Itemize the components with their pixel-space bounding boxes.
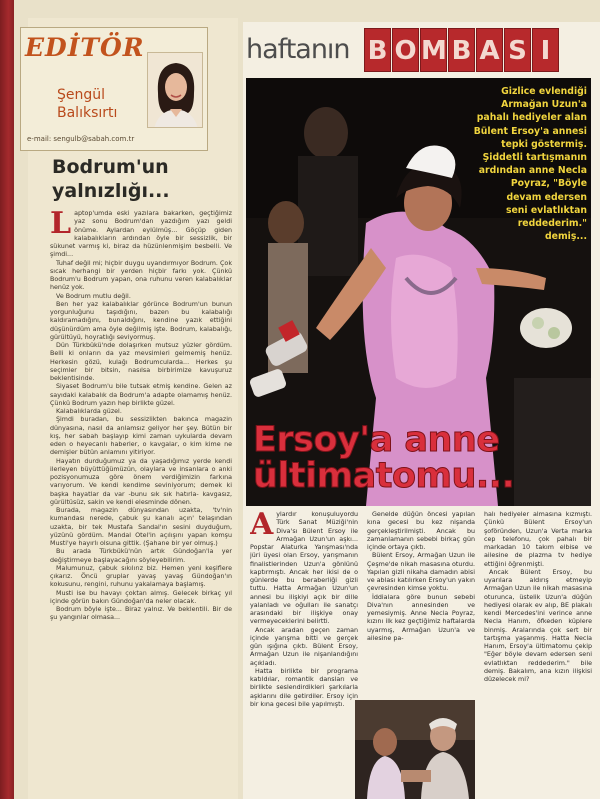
- section-letter: B: [448, 28, 475, 72]
- column-paragraph: Tuhaf değil mi; hiçbir duygu uyandırmıyor Bodrum. Çok sıcak herhangi bir yerden hiçbir farkı yok. Çünkü Bodrum'u Bodrum yapan, ona ruhunu veren kalabalıklar henüz yok.: [50, 259, 232, 292]
- column-paragraph: Siyaset Bodrum'u bile tutsak etmiş kendine. Gelen az sayıdaki kalabalık da Bodrum'a adapte olamamış henüz. Çünkü Bodrum yazın hep birlikte güzel.: [50, 383, 232, 407]
- column-paragraph: Bodrum böyle işte... Biraz yalnız. Ve beklentili. Bir de şu yangınlar olmasa...: [50, 606, 232, 622]
- column-title-line-2: yalnızlığı...: [52, 180, 170, 202]
- article-paragraph: halı hediyeler almasına kızmıştı. Çünkü Bülent Ersoy'un şoföründen, Uzun'a Verta marka cep telefonu, çok pahalı bir markadan 10 takım elbise ve ailesine de plazma tv hediye ettiğini öğrenmişti.: [484, 511, 592, 568]
- feature-headline-line-2: ültimatomu...: [253, 456, 515, 496]
- article-paragraph: ylardır konuşuluyordu Türk Sanat Müziği'nin Diva'sı Bülent Ersoy ile Armağan Uzun'un aşkı... Popstar Alaturka Yarışması'nda jüri üyesi olan Ersoy, yarışmanın finalistlerinden Uzun'a gönlünü kaptırmıştı. Ancak her ikisi de o günlerde bu beraberliği gizli tuttu. Hatta Armağan Uzun'un annesi bu ilişkiyi açık bir dille yalanladı ve oğulları ile sanatçı arasındaki bir ilişkiye onay vermeyeceklerini belirtti.: [250, 511, 358, 626]
- section-letter: A: [476, 28, 503, 72]
- column-paragraph: Malumunuz, çabuk sıkılırız biz. Hemen yeni keşiflere çıkarız. Öncü gruplar yavaş yavaş Gündoğan'ın kokusunu, rengini, ruhunu yakalamaya başlamış.: [50, 564, 232, 589]
- photo-caption-line: Gizlice evlendiği: [501, 86, 587, 97]
- column-title-line-1: Bodrum'un: [52, 156, 169, 178]
- photo-caption-line: Şiddetli tartışmanın: [482, 152, 587, 164]
- column-title: [52, 155, 232, 203]
- article-paragraph: Ancak Bülent Ersoy, bu uyarılara aldırış etmeyip Armağan Uzun ile nikah masasına oturunca, üstelik Uzun'a düğün hediyesi olarak ev alıp, BE plakalı kendi Mercedes'ini verince anne Necla Hanım, öfkeden küplere binmiş. Aralarında çok sert bir tartışma yaşanmış. Hatta Necla Hanım, Ersoy'a ültimatomu çekip "Eğer böyle devam edersen seni evlatlıktan reddederim." bile demiş. Bakalım, ana kızın ilişkisi düzelecek mi?: [484, 568, 592, 683]
- article-paragraph: Genelde düğün öncesi yapılan kına gecesi bu kez nişanda gerçekleştirilmişti. Ancak bu zamanlamanın sebebi birkaç gün içinde ortaya çıktı.: [367, 511, 475, 551]
- editor-title: EDİTÖR: [25, 33, 145, 62]
- photo-caption-line: pahalı hediyeler alan: [476, 112, 587, 124]
- article-paragraph: Bülent Ersoy, Armağan Uzun ile Çeşme'de nikah masasına oturdu. Yapılan gizli nikaha damadın abisi ve ablası katılırken Ersoy'un yakın çevresinden kimse yoktu.: [367, 552, 475, 593]
- section-letter: I: [532, 28, 559, 72]
- photo-caption-line: demiş...: [545, 231, 587, 243]
- photo-caption-line: ardından anne Necla: [478, 165, 587, 177]
- section-header-prefix: haftanın: [246, 34, 350, 65]
- article-column-3: [484, 511, 592, 796]
- page-binding: [0, 0, 14, 799]
- photo-caption-line: reddederim.": [517, 218, 587, 230]
- article-paragraph: İddialara göre bunun sebebi Diva'nın annesinden ve yemesiymiş. Anne Necla Poyraz, kızını ilk kez geçtiğimiz haftalarda uyarmış, Armağan Uzun'a ve ailesine pa-: [367, 593, 475, 642]
- photo-caption-line: Armağan Uzun'a: [501, 99, 587, 111]
- editor-header: [20, 27, 208, 151]
- column-paragraph: Şimdi buradan, bu sessizlikten bakınca magazin dünyasına, nasıl da anlamsız geliyor her şey. Bütün bir kış, her sabah başlayıp kimi zaman uykularda devam eden o heyecanlı haberler, o kavgalar, o kim kime ne demişler bütün anlamını yitiriyor.: [50, 416, 232, 457]
- column-paragraph: Kalabalıklarda güzel.: [56, 408, 122, 415]
- column-paragraph: Musti ise bu havayı çoktan almış. Gelecek birkaç yıl içinde görün bakın Gündoğan'da neler olacak.: [50, 589, 232, 605]
- column-paragraph: Bu arada Türkbükü'nün artık Gündoğan'la yer değiştirmeye başlayacağını söyleyebilirim.: [50, 548, 232, 564]
- editor-portrait: [147, 52, 203, 128]
- inset-photo: [355, 700, 475, 799]
- column-paragraph: Dün Türkbükü'nde dolaşırken mutsuz yüzler gördüm. Belli ki onların da yaz mevsimleri gelmemiş henüz. Herkesin gözü, kulağı Bodrumcularda... Herkes şu seçimler bir bitsin, nasılsa birbirimize kavuşuruz beklentisinde.: [50, 342, 232, 382]
- photo-caption: [451, 85, 587, 243]
- article-dropcap: A: [250, 511, 274, 542]
- photo-caption-line: Bülent Ersoy'a annesi: [473, 125, 587, 137]
- section-letter: S: [504, 28, 531, 72]
- photo-caption-line: Poyraz, "Böyle: [510, 178, 587, 190]
- photo-caption-line: seni evlatlıktan: [505, 204, 587, 216]
- photo-caption-line: tepki göstermiş.: [501, 138, 587, 150]
- editor-last-name: Balıksırtı: [57, 105, 118, 121]
- feature-headline: [253, 422, 593, 494]
- editor-email: e-mail: sengulb@sabah.com.tr: [27, 135, 135, 143]
- feature-headline-line-1: Ersoy'a anne: [253, 420, 500, 460]
- article-column-1: [250, 511, 358, 796]
- column-paragraph: Hayatın durduğumuz ya da yaşadığımız yerde kendi ilerleyen büyüttüğümüzün, olaylara ve insanlara o anki pozisyonumuza göre önem verdiğimizin farkına varıyorum. Ve kendi kendime seviniyorum; demek ki başka hayatlar da var -bunu sık sık hatırla- kavgasız, gürültüsüz, sakin ve kendi elesminde dönen.: [50, 457, 232, 506]
- editor-name: [57, 86, 117, 122]
- article-paragraph: Hatta birlikte bir programa katıldılar, romantik dansları ve birlikte seslendirdikleri şarkılarla aşklarını dile getirdiler. Ersoy için bir kına gecesi bile yapılmıştı.: [250, 667, 358, 708]
- photo-caption-line: devam edersen: [506, 191, 587, 203]
- article-paragraph: Ancak aradan geçen zaman içinde yarışma bitti ve gerçek gün ışığına çıktı. Bülent Ersoy, Armağan Uzun ile nişanlandığını açıkladı.: [250, 626, 358, 667]
- section-letter: B: [364, 28, 391, 72]
- editor-first-name: Şengül: [57, 87, 106, 103]
- column-body: [50, 210, 232, 796]
- column-paragraph: Ve Bodrum mutlu değil.: [56, 292, 131, 300]
- column-paragraph: aptop'umda eski yazılara bakarken, geçtiğimiz yaz sonu Bodrum'dan yazdığım yazı geldi önüme. Aylardan eylülmüş... Göçüp giden kalabalıkların ardından öyle bir sessizlik, bir sükunet varmış ki, biraz da hüzünlenmişim besbelli. Ve şimdi...: [50, 210, 232, 259]
- section-letter: O: [392, 28, 419, 72]
- article-column-2: [367, 511, 475, 691]
- section-letter: M: [420, 28, 447, 72]
- column-dropcap: L: [50, 210, 72, 241]
- column-paragraph: Burada, magazin dünyasından uzakta, 'tv'nin kumandası nerede, çabuk şu kanalı açın' telaşından uzakta, bir tek Mustafa Sandal'ın sesini duyduğum, yüzünü gördüm. Mandal Otel'in açılışını yapan komşu Musti'ye hayırlı olsuna gittik. (Şahane bir yer olmuş.): [50, 507, 232, 547]
- column-paragraph: Ben her yaz kalabalıklar görünce Bodrum'un bunun yorgunluğunu taşıdığını, bazen bu kalabalığı kaldıramadığını, bunaldığını, kendine yazık ettiğini düşünürdüm ama öyle değilmiş işte. Bodrum, kalabalığı, gürültüyü, hoyratlığı seviyormuş.: [50, 300, 232, 341]
- section-header: [246, 28, 586, 74]
